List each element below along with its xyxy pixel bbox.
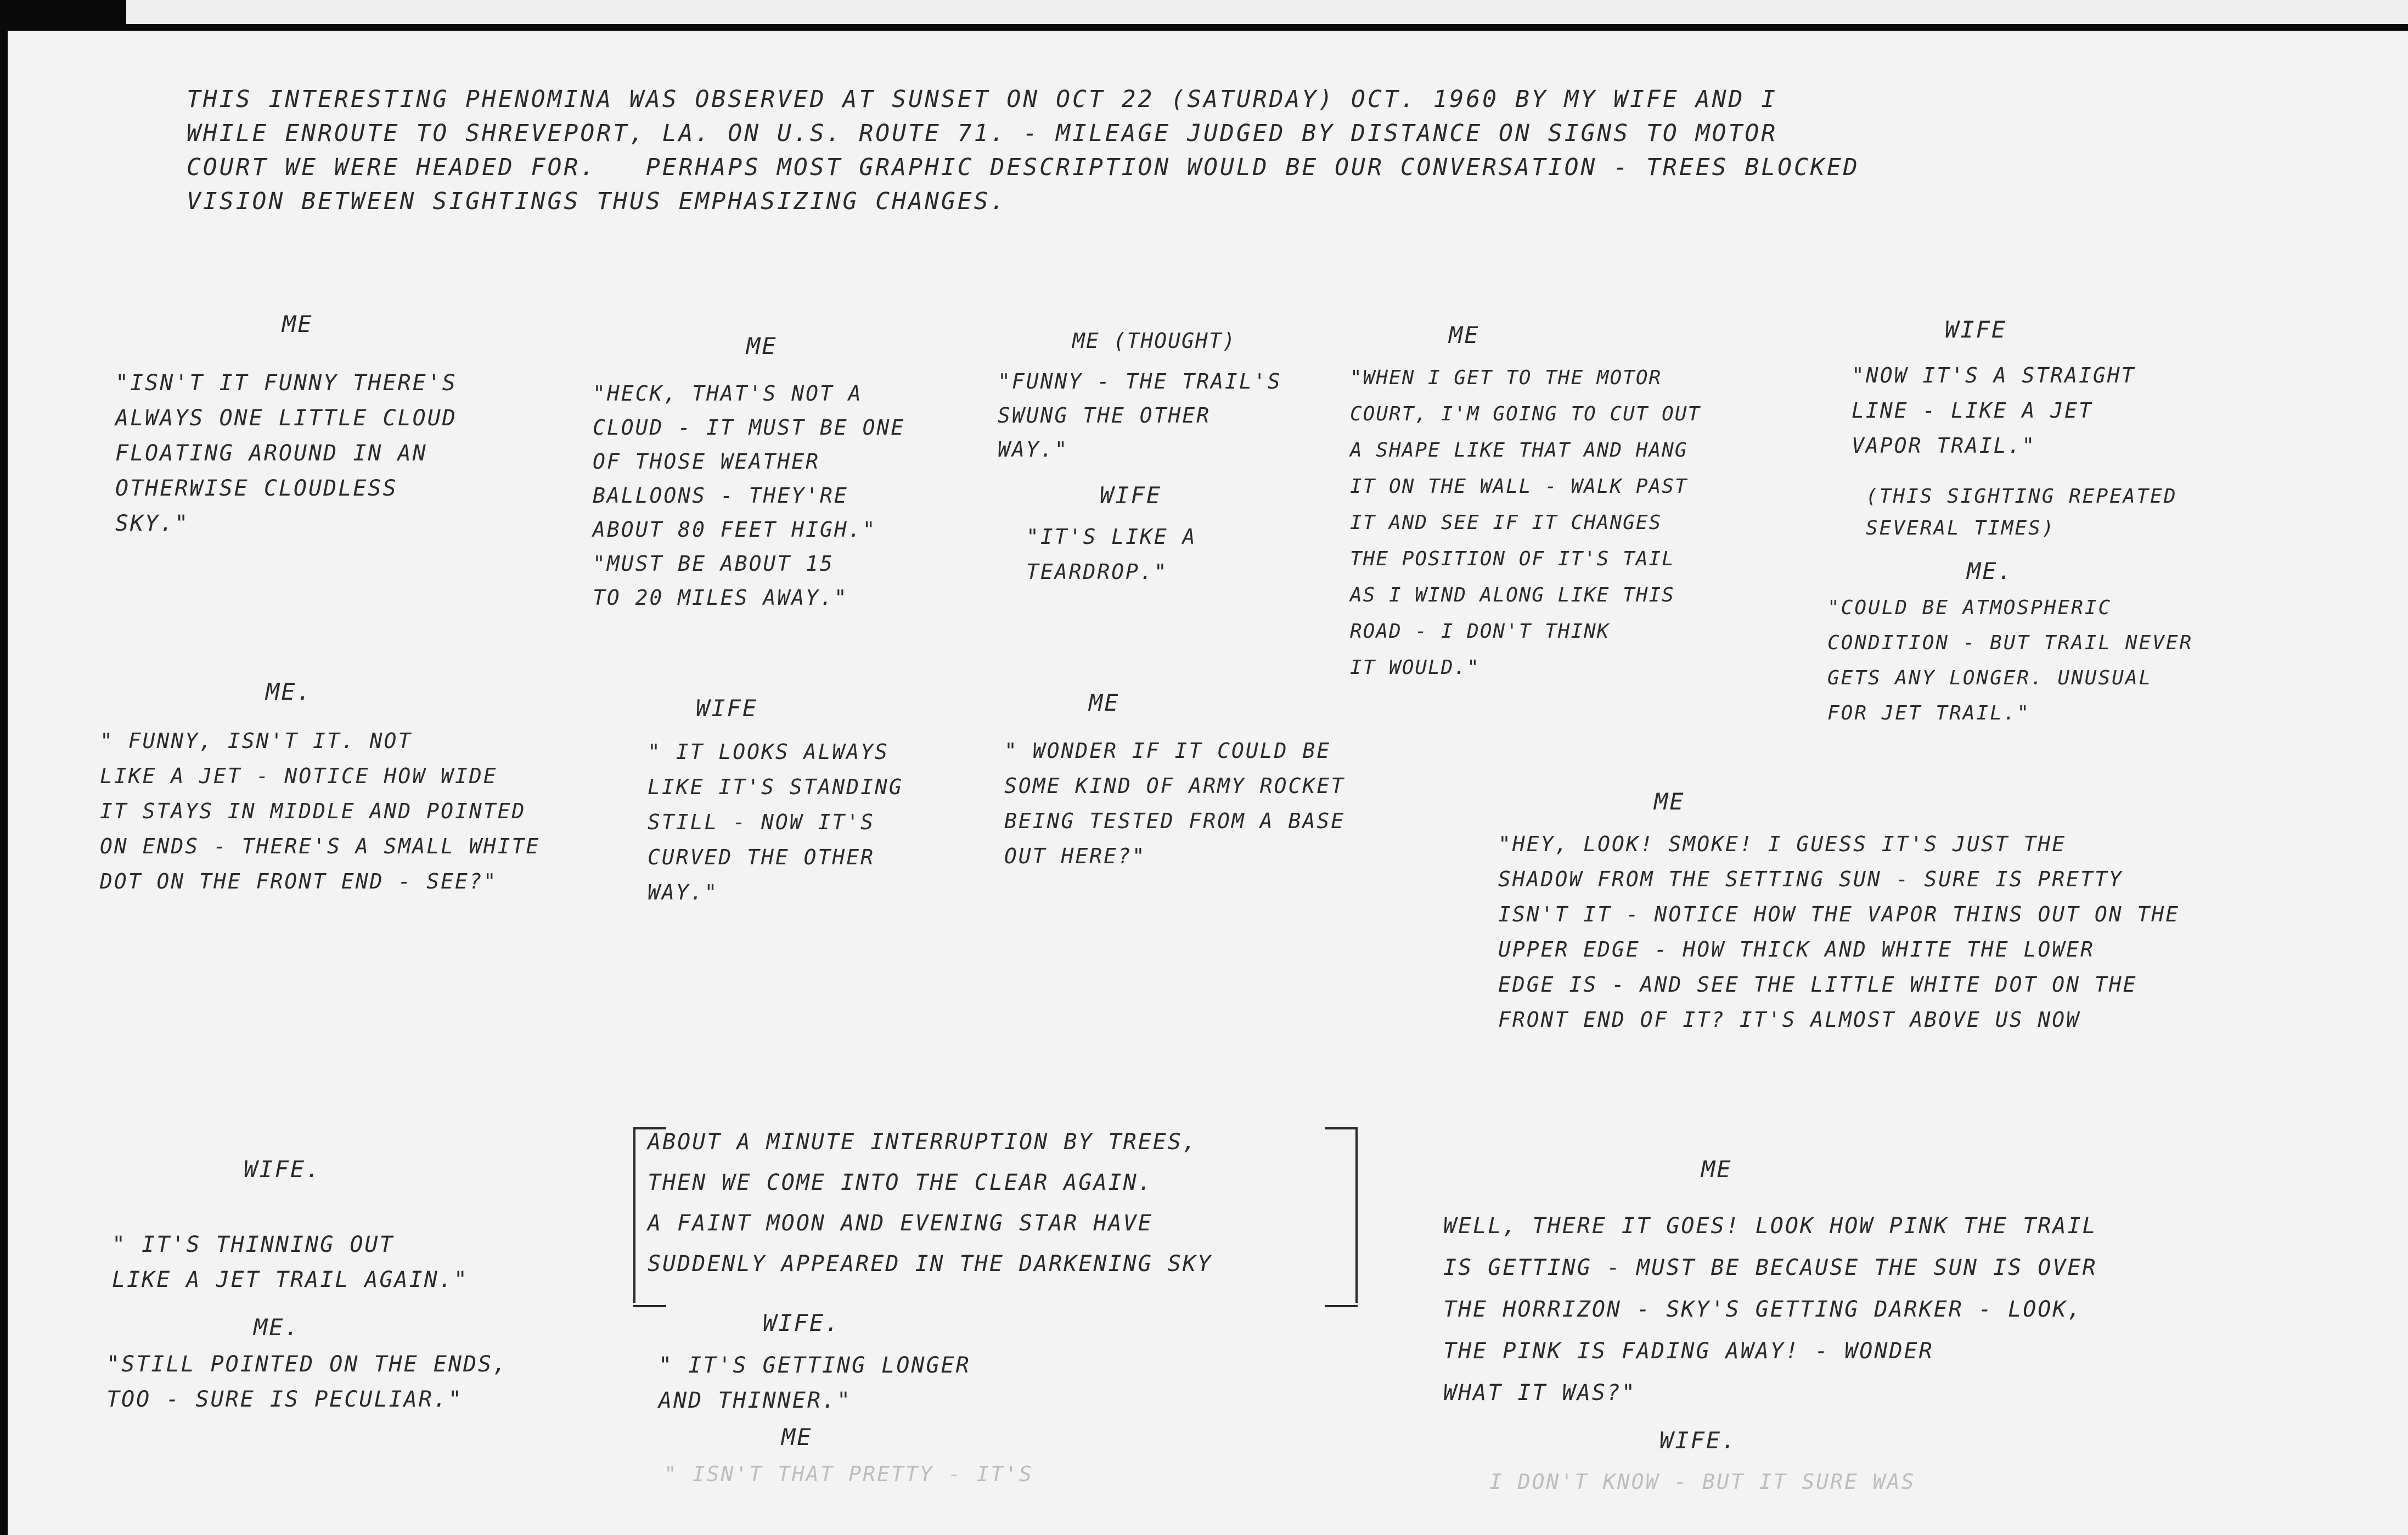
speaker-label: WIFE <box>696 695 758 722</box>
speaker-label: ME <box>1654 788 1685 815</box>
speaker-label: ME <box>1089 689 1120 716</box>
speech-text: " FUNNY, ISN'T IT. NOT LIKE A JET - NOTICE HOW WIDE IT STAYS IN MIDDLE AND POINTED ON ENDS - THERE'S A SMALL WHITE DOT ON THE FRONT END - SEE?" <box>100 729 541 893</box>
speaker-label: ME. <box>1967 558 2013 584</box>
speech-text: "IT'S LIKE A TEARDROP." <box>1026 525 1197 584</box>
speech-text-faint: I DON'T KNOW - BUT IT SURE WAS <box>1489 1470 1916 1494</box>
interruption-note: ABOUT A MINUTE INTERRUPTION BY TREES, THEN WE COME INTO THE CLEAR AGAIN. A FAINT MOON AND EVENING STAR HAVE SUDDENLY APPEARED IN THE DARKENING SKY <box>648 1129 1213 1277</box>
speaker-label: WIFE. <box>244 1156 322 1183</box>
speech-text-faint: " ISN'T THAT PRETTY - IT'S <box>664 1462 1033 1486</box>
speaker-label: ME <box>781 1424 813 1450</box>
speech-text: " WONDER IF IT COULD BE SOME KIND OF ARMY ROCKET BEING TESTED FROM A BASE OUT HERE?" <box>1004 739 1346 868</box>
speech-text: WELL, THERE IT GOES! LOOK HOW PINK THE TRAIL IS GETTING - MUST BE BECAUSE THE SUN IS OVER THE HORRIZON - SKY'S GETTING DARKER - LOOK, THE PINK IS FADING AWAY! - WONDER WHAT IT WAS?" <box>1443 1213 2097 1405</box>
speaker-label: ME. <box>254 1314 300 1341</box>
speech-text: " IT'S THINNING OUT LIKE A JET TRAIL AGAIN." <box>112 1232 469 1292</box>
speech-text: " IT LOOKS ALWAYS LIKE IT'S STANDING STILL - NOW IT'S CURVED THE OTHER WAY." <box>648 740 903 904</box>
speech-text: " IT'S GETTING LONGER AND THINNER." <box>659 1353 971 1413</box>
intro-paragraph: THIS INTERESTING PHENOMINA WAS OBSERVED AT SUNSET ON OCT 22 (SATURDAY) OCT. 1960 BY MY WIFE AND I WHILE ENROUTE TO SHREVEPORT, LA. ON U.S. ROUTE 71. - MILEAGE JUDGED BY DISTANCE ON SIGNS TO MOTOR COURT WE WERE HEADED FOR. PERHAPS MOST GRAPHIC DESCRIPTION WOULD BE OUR CONVERSATION - TREES BLOCKED VISION BETWEEN SIGHTINGS THUS EMPHASIZING CHANGES. <box>187 86 1860 215</box>
speech-text: "COULD BE ATMOSPHERIC CONDITION - BUT TRAIL NEVER GETS ANY LONGER. UNUSUAL FOR JET TRAIL." <box>1827 597 2193 724</box>
speaker-label: ME (THOUGHT) <box>1072 329 1236 353</box>
speech-text: "HEY, LOOK! SMOKE! I GUESS IT'S JUST THE SHADOW FROM THE SETTING SUN - SURE IS PRETTY ISN'T IT - NOTICE HOW THE VAPOR THINS OUT ON THE UPPER EDGE - HOW THICK AND WHITE THE LOWER EDGE IS - AND SEE THE LITTLE WHITE DOT ON THE FRONT END OF IT? IT'S ALMOST ABOVE US NOW <box>1498 832 2180 1032</box>
speech-text: "FUNNY - THE TRAIL'S SWUNG THE OTHER WAY." <box>998 369 1282 462</box>
note-text: (THIS SIGHTING REPEATED SEVERAL TIMES) <box>1866 485 2178 539</box>
speaker-label: ME <box>746 333 778 359</box>
speech-text: "STILL POINTED ON THE ENDS, TOO - SURE IS PECULIAR." <box>106 1352 508 1412</box>
speaker-label: ME <box>1449 322 1480 348</box>
speaker-label: ME <box>1701 1156 1732 1183</box>
speaker-label: ME <box>282 311 313 338</box>
speaker-label: ME. <box>266 678 312 705</box>
speaker-label: WIFE <box>1945 316 2007 343</box>
speaker-label: WIFE <box>1100 482 1162 509</box>
handwritten-sheet <box>8 31 2408 1535</box>
speech-text: "ISN'T IT FUNNY THERE'S ALWAYS ONE LITTLE CLOUD FLOATING AROUND IN AN OTHERWISE CLOUDLESS SKY." <box>115 370 457 536</box>
scan-top-strip <box>126 0 2408 24</box>
speech-text: "HECK, THAT'S NOT A CLOUD - IT MUST BE ONE OF THOSE WEATHER BALLOONS - THEY'RE ABOUT 80 FEET HIGH." "MUST BE ABOUT 15 TO 20 MILES AWAY." <box>593 381 905 610</box>
speaker-label: WIFE. <box>763 1309 841 1336</box>
speaker-label: WIFE. <box>1659 1427 1737 1454</box>
speech-text: "NOW IT'S A STRAIGHT LINE - LIKE A JET VAPOR TRAIL." <box>1852 363 2136 458</box>
speech-text: "WHEN I GET TO THE MOTOR COURT, I'M GOING TO CUT OUT A SHAPE LIKE THAT AND HANG IT ON THE WALL - WALK PAST IT AND SEE IF IT CHANGES THE POSITION OF IT'S TAIL AS I WIND ALONG LIKE THIS ROAD - I DON'T THINK IT WOULD." <box>1350 367 1701 679</box>
